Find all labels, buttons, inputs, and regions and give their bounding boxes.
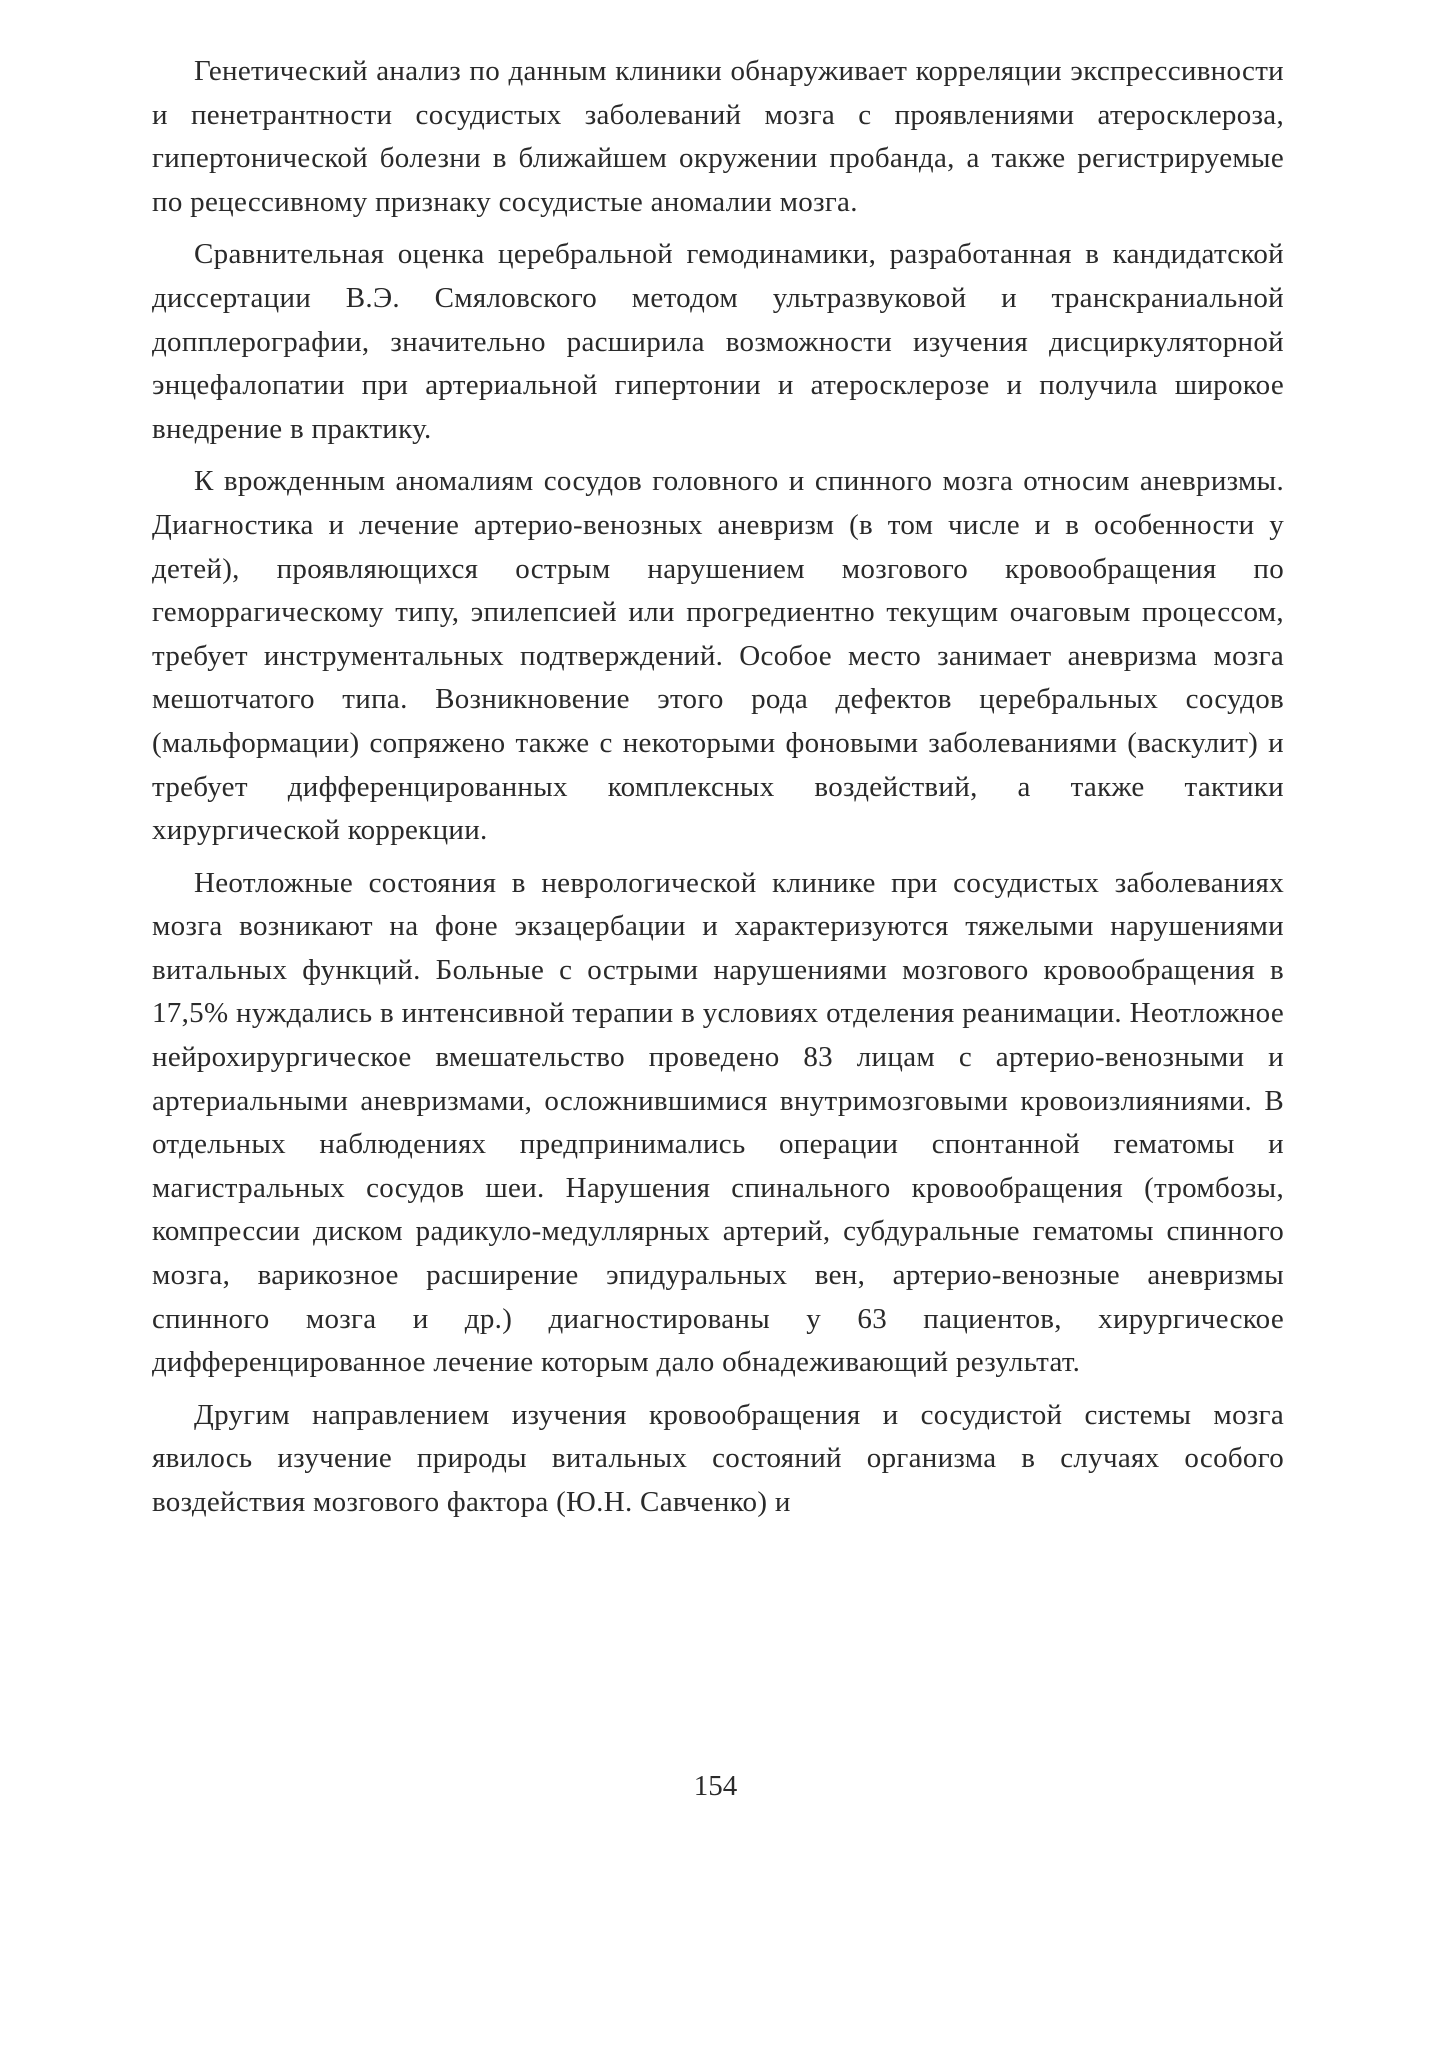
- paragraph-other-directions: Другим направлением изучения кровообращения и сосудистой системы мозга явилось изучение природы витальных состояний организма в случаях особого воздействия мозгового фактора (Ю.Н. Савченко) и: [152, 1398, 1284, 1518]
- body-text: [152, 50, 1284, 1534]
- paragraph-genetic-analysis: Генетический анализ по данным клиники обнаруживает корреляции экспрессивности и пенетрантности сосудистых заболеваний мозга с проявлениями атеросклероза, гипертонической болезни в ближайшем окружении пробанда, а также регистрируемые по рецессивному признаку сосудистые аномалии мозга.: [152, 55, 1284, 218]
- page-number: 154: [693, 1770, 738, 1802]
- paragraph-cerebral-hemodynamics: Сравнительная оценка церебральной гемодинамики, разработанная в кандидатской диссертации В.Э. Смяловского методом ультразвуковой и транскраниальной допплерографии, значительно расширила возможности изучения дисциркуляторной энцефалопатии при артериальной гипертонии и атеросклерозе и получила широкое внедрение в практику.: [152, 238, 1284, 445]
- paragraph-congenital-anomalies: К врожденным аномалиям сосудов головного и спинного мозга относим аневризмы. Диагностика и лечение артерио-венозных аневризм (в том числе и в особенности у детей), проявляющихся острым нарушением мозгового кровообращения по геморрагическому типу, эпилепсией или прогредиентно текущим очаговым процессом, требует инструментальных подтверждений. Особое место занимает аневризма мозга мешотчатого типа. Возникновение этого рода дефектов церебральных сосудов (мальформации) сопряжено также с некоторыми фоновыми заболеваниями (васкулит) и требует дифференцированных комплексных воздействий, а также тактики хирургической коррекции.: [152, 465, 1284, 847]
- paragraph-emergency-states: Неотложные состояния в неврологической клинике при сосудистых заболеваниях мозга возникают на фоне экзацербации и характеризуются тяжелыми нарушениями витальных функций. Больные с острыми нарушениями мозгового кровообращения в 17,5% нуждались в интенсивной терапии в условиях отделения реанимации. Неотложное нейрохирургическое вмешательство проведено 83 лицам с артерио-венозными и артериальными аневризмами, осложнившимися внутримозговыми кровоизлияниями. В отдельных наблюдениях предпринимались операции спонтанной гематомы и магистральных сосудов шеи. Нарушения спинального кровообращения (тромбозы, компрессии диском радикуло-медуллярных артерий, субдуральные гематомы спинного мозга, варикозное расширение эпидуральных вен, артерио-венозные аневризмы спинного мозга и др.) диагностированы у 63 пациентов, хирургическое дифференцированное лечение которым дало обнадеживающий результат.: [152, 866, 1284, 1379]
